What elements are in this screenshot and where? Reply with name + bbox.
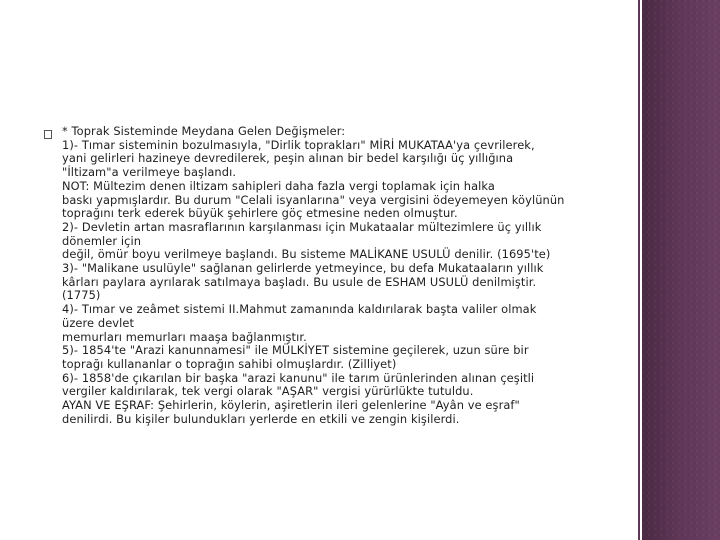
- side-divider-line: [638, 0, 640, 540]
- text-line: vergiler kaldırılarak, tek vergi olarak "AŞAR" vergisi yürürlükte tutuldu.: [62, 384, 474, 399]
- text-line: 1)- Tımar sisteminin bozulmasıyla, "Dirlik toprakları" MİRİ MUKATAA'ya çevrilerek,: [62, 137, 535, 152]
- text-line: kârları paylara ayrılarak satılmaya başladı. Bu usule de ESHAM USULÜ denilmiştir.: [62, 274, 537, 289]
- text-line: memurları memurları maaşa bağlanmıştır.: [62, 329, 307, 344]
- bullet-square-icon: [44, 130, 52, 139]
- text-line: 3)- "Malikane usulüyle" sağlanan gelirlerde yetmeyince, bu defa Mukataaların yıllık: [62, 261, 544, 276]
- text-line: yani gelirleri hazineye devredilerek, peşin alınan bir bedel karşılığı üç yıllığına: [62, 151, 514, 166]
- text-line: NOT: Mültezim denen iltizam sahipleri daha fazla vergi toplamak için halka: [62, 178, 495, 193]
- decorative-side-band: [642, 0, 720, 540]
- text-line: (1775): [62, 288, 101, 303]
- text-line: 4)- Tımar ve zeâmet sistemi II.Mahmut zamanında kaldırılarak başta valiler olmak: [62, 302, 537, 317]
- text-line: denilirdi. Bu kişiler bulundukları yerlerde en etkili ve zengin kişilerdi.: [62, 411, 460, 426]
- text-line: değil, ömür boyu verilmeye başlandı. Bu sisteme MALİKANE USULÜ denilir. (1695'te): [62, 247, 551, 262]
- text-line: * Toprak Sisteminde Meydana Gelen Değişmeler:: [62, 124, 346, 138]
- text-line: 5)- 1854'te "Arazi kanunnamesi" ile MÜLKİYET sistemine geçilerek, uzun süre bir: [62, 343, 529, 358]
- text-line: toprağını terk ederek büyük şehirlere göç etmesine neden olmuştur.: [62, 206, 458, 221]
- text-line: 6)- 1858'de çıkarılan bir başka "arazi kanunu" ile tarım ürünlerinden alınan çeşitli: [62, 370, 535, 385]
- text-line: dönemler için: [62, 233, 142, 248]
- text-line: baskı yapmışlardır. Bu durum "Celali isyanlarına" veya vergisini ödeyemeyen köylünün: [62, 192, 565, 207]
- slide-body-text: [62, 125, 622, 426]
- text-line: üzere devlet: [62, 315, 135, 330]
- text-line: toprağı kullananlar o toprağın sahibi olmuşlardır. (Zilliyet): [62, 356, 397, 371]
- text-line: 2)- Devletin artan masraflarının karşılanması için Mukataalar mültezimlere üç yıllık: [62, 219, 542, 234]
- text-line: AYAN VE EŞRAF: Şehirlerin, köylerin, aşiretlerin ileri gelenlerine "Ayân ve eşraf": [62, 398, 520, 413]
- text-line: "İltizam"a verilmeye başlandı.: [62, 165, 237, 180]
